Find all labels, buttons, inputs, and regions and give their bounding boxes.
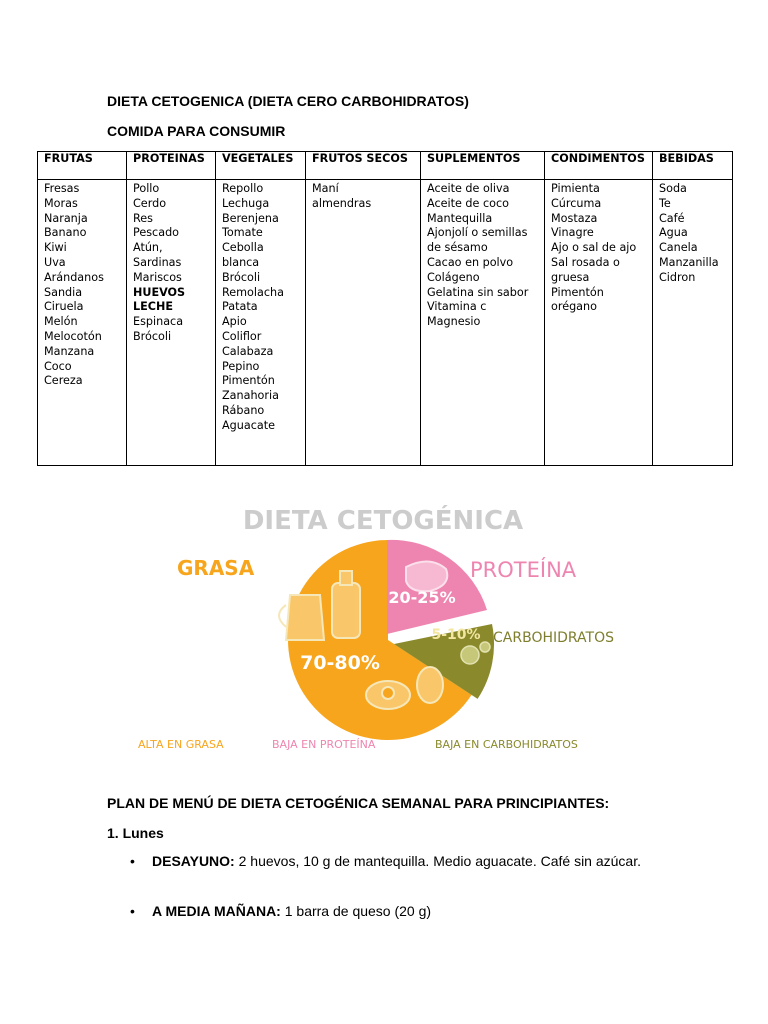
jug-icon <box>279 595 324 640</box>
list-item: Espinaca <box>133 315 184 329</box>
list-item: Brócoli <box>222 270 261 284</box>
list-item: almendras <box>312 196 372 210</box>
list-item: Coco <box>44 359 72 373</box>
list-item: Arándanos <box>44 270 104 284</box>
list-item: Colágeno <box>427 270 480 284</box>
plan-title: PLAN DE MENÚ DE DIETA CETOGÉNICA SEMANAL PARA PRINCIPIANTES: <box>107 795 610 811</box>
list-item: Apio <box>222 315 247 329</box>
list-item: Pescado <box>133 226 180 240</box>
list-item: Sal rosada o <box>551 255 620 269</box>
table-cell-vegetales <box>216 180 306 466</box>
day-title: 1. Lunes <box>107 825 164 841</box>
list-item: Brócoli <box>133 329 172 343</box>
table-cell-proteinas <box>127 180 216 466</box>
column-header-frutas: FRUTAS <box>38 152 127 180</box>
list-item: Manzana <box>44 344 95 358</box>
list-item: Naranja <box>44 211 88 225</box>
list-item: Pollo <box>133 182 160 195</box>
footer-fat: ALTA EN GRASA <box>138 738 224 751</box>
column-header-proteinas: PROTEINAS <box>127 152 216 180</box>
meal-text: 1 barra de queso (20 g) <box>280 903 432 919</box>
list-item: Ciruela <box>44 300 84 314</box>
footer-protein: BAJA EN PROTEÍNA <box>272 738 376 751</box>
list-item: Rábano <box>222 403 265 417</box>
list-item: Sandia <box>44 285 83 299</box>
list-item: Pimentón <box>222 374 275 388</box>
column-header-vegetales: VEGETALES <box>216 152 306 180</box>
list-item: Agua <box>659 226 688 240</box>
table-row <box>38 180 733 466</box>
list-item: Pimentón <box>551 285 604 299</box>
list-item <box>130 901 650 921</box>
carbs-label: CARBOHIDRATOS <box>493 630 615 646</box>
list-item: Pimienta <box>551 182 600 195</box>
list-item: Ajonjolí o semillas <box>427 226 528 240</box>
list-item: Cúrcuma <box>551 196 602 210</box>
list-item: Sardinas <box>133 255 182 269</box>
infographic-title: DIETA CETOGÉNICA <box>242 506 524 536</box>
list-item: Te <box>659 196 671 210</box>
footer-carbs: BAJA EN CARBOHIDRATOS <box>435 738 578 751</box>
meal-list <box>130 901 650 921</box>
table-cell-frutas <box>38 180 127 466</box>
list-item: Gelatina sin sabor <box>427 285 529 299</box>
list-item: Berenjena <box>222 211 279 225</box>
bullet: • <box>130 853 135 869</box>
steak-icon <box>406 561 447 591</box>
list-item: Vitamina c <box>427 300 487 314</box>
list-item: orégano <box>551 300 597 314</box>
list-item: blanca <box>222 255 260 269</box>
list-item: Mostaza <box>551 211 598 225</box>
list-item: Pepino <box>222 359 260 373</box>
list-item: Canela <box>659 241 698 255</box>
list-item: de sésamo <box>427 241 488 255</box>
list-item: Aguacate <box>222 418 275 432</box>
list-item: Fresas <box>44 182 80 195</box>
list-item: Cebolla <box>222 241 264 255</box>
list-item: Melocotón <box>44 329 102 343</box>
keto-infographic <box>130 495 650 760</box>
list-item: Patata <box>222 300 258 314</box>
protein-label: PROTEÍNA <box>470 558 577 582</box>
meal-label: DESAYUNO: <box>152 853 235 869</box>
list-item: Atún, <box>133 241 163 255</box>
avocado-icon <box>417 667 443 703</box>
column-header-suplementos: SUPLEMENTOS <box>421 152 545 180</box>
food-table <box>37 151 733 466</box>
list-item: Res <box>133 211 153 225</box>
list-item: Ajo o sal de ajo <box>551 241 637 255</box>
list-item: HUEVOS <box>133 285 186 299</box>
egg-icon <box>366 681 410 709</box>
list-item: Soda <box>659 182 687 195</box>
table-cell-bebidas <box>653 180 733 466</box>
meal-label: A MEDIA MAÑANA: <box>152 903 281 919</box>
list-item: Aceite de coco <box>427 196 509 210</box>
list-item: Cereza <box>44 374 83 388</box>
list-item: Tomate <box>222 226 263 240</box>
list-item: Aceite de oliva <box>427 182 510 195</box>
list-item: Kiwi <box>44 241 67 255</box>
document-title: DIETA CETOGENICA (DIETA CERO CARBOHIDRATOS) <box>107 93 469 109</box>
list-item: Coliflor <box>222 329 262 343</box>
list-item: Remolacha <box>222 285 284 299</box>
table-cell-condimentos <box>545 180 653 466</box>
list-item: Magnesio <box>427 315 481 329</box>
table-header-row <box>38 152 733 180</box>
list-item: Vinagre <box>551 226 594 240</box>
list-item: Manzanilla <box>659 255 719 269</box>
list-item <box>130 851 650 871</box>
list-item: LECHE <box>133 300 173 314</box>
column-header-bebidas: BEBIDAS <box>653 152 733 180</box>
list-item: Mantequilla <box>427 211 493 225</box>
document-subtitle: COMIDA PARA CONSUMIR <box>107 123 286 139</box>
list-item: Calabaza <box>222 344 274 358</box>
list-item: Zanahoria <box>222 389 279 403</box>
bullet: • <box>130 903 135 919</box>
list-item: Maní <box>312 182 339 195</box>
list-item: Melón <box>44 315 78 329</box>
table-cell-suplementos <box>421 180 545 466</box>
list-item: Mariscos <box>133 270 182 284</box>
list-item: Moras <box>44 196 78 210</box>
list-item: Café <box>659 211 685 225</box>
meal-text: 2 huevos, 10 g de mantequilla. Medio aguacate. Café sin azúcar. <box>234 853 641 869</box>
list-item: Banano <box>44 226 87 240</box>
list-item: Lechuga <box>222 196 270 210</box>
list-item: gruesa <box>551 270 590 284</box>
list-item: Cerdo <box>133 196 167 210</box>
fat-percentage: 70-80% <box>300 652 380 674</box>
fat-label: GRASA <box>177 556 255 580</box>
column-header-condimentos: CONDIMENTOS <box>545 152 653 180</box>
list-item: Uva <box>44 255 66 269</box>
list-item: Cacao en polvo <box>427 255 514 269</box>
list-item: Repollo <box>222 182 264 195</box>
carbs-percentage: 5-10% <box>431 627 481 643</box>
column-header-frutos-secos: FRUTOS SECOS <box>306 152 421 180</box>
list-item: Cidron <box>659 270 696 284</box>
protein-percentage: 20-25% <box>388 588 456 607</box>
table-cell-frutos-secos <box>306 180 421 466</box>
meal-list <box>130 851 650 871</box>
